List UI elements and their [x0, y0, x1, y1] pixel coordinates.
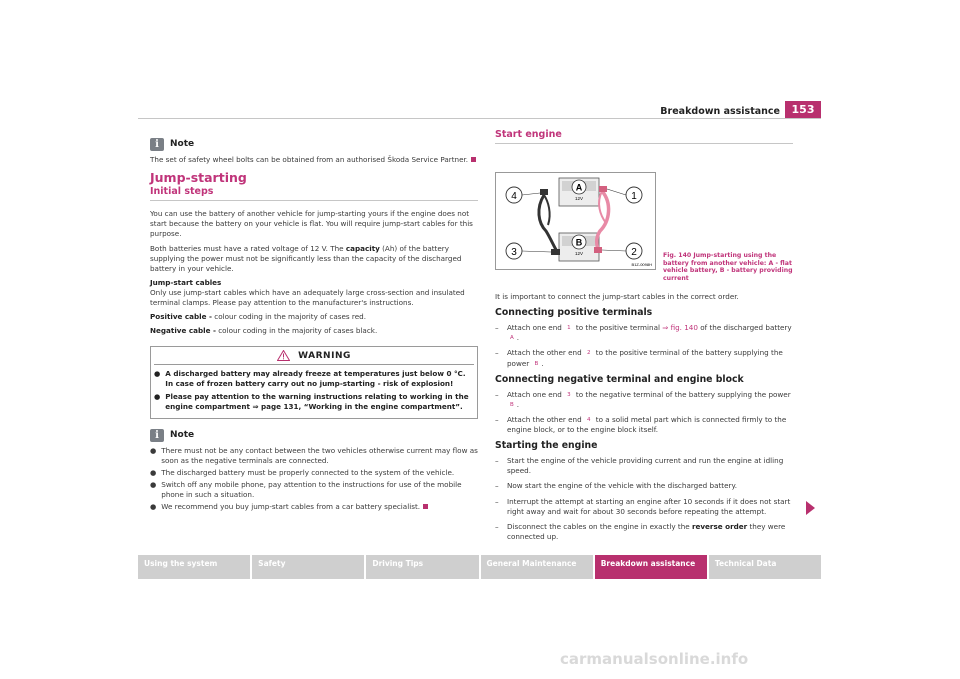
voltage-label-b: 12V: [574, 251, 584, 257]
tab-safety[interactable]: Safety: [252, 555, 364, 579]
running-header-title: Breakdown assistance: [660, 106, 780, 117]
step-item: – Disconnect the cables on the engine in exactly the reverse order they were connected up.: [495, 521, 786, 541]
step-item: – Attach the other end 4 to a solid metal part which is connected firmly to the engine block, or to the engine block itself.: [495, 414, 787, 435]
warning-body: [154, 369, 474, 411]
warning-heading: [154, 350, 474, 365]
note-item: ● Switch off any mobile phone, pay attention to the instructions for use of the mobile phone in such a situation.: [150, 479, 462, 500]
next-page-arrow-icon[interactable]: [806, 501, 815, 515]
paragraph-negative: Negative cable - colour coding in the majority of cases black.: [150, 326, 378, 336]
figure-caption: Fig. 140 Jump-starting using the battery from another vehicle: A - flat vehicle battery, B - battery providing current: [663, 252, 793, 282]
left-column: [150, 138, 478, 514]
chapter-nav-bar: [138, 555, 821, 579]
battery-label-b: B: [575, 237, 583, 248]
callout-4: 4: [511, 191, 517, 203]
paragraph-voltage: Both batteries must have a rated voltage of 12 V. The capacity (Ah) of the battery supplying the power must not be significantly less than the capacity of the discharged battery in your vehicle.: [150, 243, 462, 273]
tab-driving-tips[interactable]: Driving Tips: [366, 555, 478, 579]
note-item: ● We recommend you buy jump-start cables from a car battery specialist.: [150, 502, 478, 512]
warning-title: WARNING: [298, 350, 351, 361]
note-item: ● The discharged battery must be properly connected to the system of the vehicle.: [150, 467, 455, 477]
jump-start-diagram: [496, 173, 655, 269]
tab-breakdown-assistance[interactable]: Breakdown assistance: [595, 555, 707, 579]
heading-negative-terminal: Connecting negative terminal and engine block: [495, 373, 744, 385]
step-item: – Start the engine of the vehicle providing current and run the engine at idling speed.: [495, 456, 784, 476]
figure-140: [495, 152, 793, 282]
step-item: – Now start the engine of the vehicle with the discharged battery.: [495, 481, 737, 491]
header-rule: [138, 118, 821, 119]
subsection-title-initial-steps: Initial steps: [150, 187, 478, 201]
tab-general-maintenance[interactable]: General Maintenance: [481, 555, 593, 579]
warning-triangle-icon: [277, 350, 290, 361]
end-of-section-icon: [423, 504, 428, 509]
voltage-label-a: 12V: [574, 196, 584, 202]
tab-using-the-system[interactable]: Using the system: [138, 555, 250, 579]
battery-label-a: A: [575, 182, 583, 193]
note-item: ● There must not be any contact between the two vehicles otherwise current may flow as soon as the negative terminals are connected.: [150, 445, 478, 465]
info-icon: i: [150, 429, 164, 442]
heading-positive-terminals: Connecting positive terminals: [495, 307, 653, 319]
info-icon: i: [150, 138, 164, 151]
page-number: 153: [785, 101, 821, 119]
right-column: [495, 130, 793, 547]
warning-item: ● Please pay attention to the warning instructions relating to working in the engine compartment ⇒ page 131, “Working in the engine compartment”.: [154, 391, 469, 411]
note-text: The set of safety wheel bolts can be obtained from an authorised Škoda Service Partner.: [150, 155, 478, 165]
heading-starting-engine: Starting the engine: [495, 440, 598, 452]
callout-3: 3: [511, 247, 517, 259]
callout-1: 1: [631, 191, 637, 203]
step-item: – Attach one end 1 to the positive terminal ⇒ fig. 140 of the discharged battery A .: [495, 323, 792, 343]
paragraph-cables: Jump-start cables Only use jump-start cables which have an adequately large cross-section and insulated terminal clamps. Please pay attention to the manufacturer's instructions.: [150, 277, 465, 308]
watermark: carmanualsonline.info: [560, 650, 749, 668]
note-heading: [150, 138, 478, 151]
figure-link[interactable]: ⇒ fig. 140: [662, 323, 698, 333]
note-heading: [150, 429, 478, 442]
note-title: Note: [170, 430, 195, 441]
warning-box: [150, 346, 478, 418]
step-item: – Attach the other end 2 to the positive terminal of the battery supplying the power B .: [495, 348, 783, 368]
paragraph-positive: Positive cable - colour coding in the majority of cases red.: [150, 312, 366, 322]
paragraph-order: It is important to connect the jump-start cables in the correct order.: [495, 292, 739, 302]
figure-code: B1Z-0098H: [631, 262, 652, 268]
paragraph-intro: You can use the battery of another vehicle for jump-starting yours if the engine does not start because the battery on your vehicle is flat. You will require jump-start cables for this purpose.: [150, 209, 473, 239]
section-title-jump-starting: Jump-starting: [150, 170, 247, 186]
tab-technical-data[interactable]: Technical Data: [709, 555, 821, 579]
callout-2: 2: [631, 247, 637, 259]
note-title: Note: [170, 139, 195, 150]
section-title-start-engine: Start engine: [495, 130, 793, 144]
figure-illustration: [495, 172, 656, 270]
step-item: – Interrupt the attempt at starting an engine after 10 seconds if it does not start right away and wait for about 30 seconds before repeating the attempt.: [495, 496, 791, 516]
end-of-section-icon: [471, 157, 476, 162]
warning-item: ● A discharged battery may already freeze at temperatures just below 0 °C. In case of frozen battery carry out no jump-starting - risk of explosion!: [154, 369, 466, 389]
step-item: – Attach one end 3 to the negative terminal of the battery supplying the power B .: [495, 389, 791, 409]
